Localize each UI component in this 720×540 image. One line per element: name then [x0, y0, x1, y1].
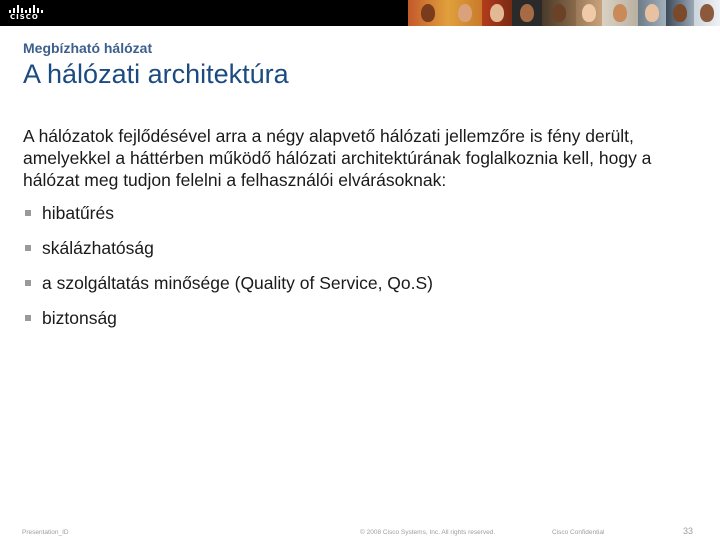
cisco-logo	[9, 4, 43, 22]
top-banner	[0, 0, 720, 26]
photo-tile	[666, 0, 694, 26]
photo-tile	[512, 0, 542, 26]
bullet-item	[23, 237, 703, 259]
bullet-text: biztonság	[42, 308, 117, 328]
slide-body	[23, 125, 703, 342]
slide-header	[23, 40, 700, 90]
bullet-list	[23, 202, 703, 329]
copyright-notice: © 2008 Cisco Systems, Inc. All rights reserved.	[360, 529, 496, 536]
bullet-item	[23, 272, 703, 294]
photo-tile	[638, 0, 666, 26]
square-bullet-icon	[25, 210, 31, 216]
cisco-wordmark: CISCO	[10, 13, 39, 21]
bullet-text: a szolgáltatás minősége (Quality of Service, Qo.S)	[42, 273, 434, 293]
photo-tile	[602, 0, 638, 26]
photo-tile	[694, 0, 720, 26]
slide-title: A hálózati architektúra	[23, 59, 289, 89]
square-bullet-icon	[25, 245, 31, 251]
photo-tile	[542, 0, 576, 26]
slide-footer	[0, 526, 720, 540]
page-number: 33	[683, 526, 694, 536]
square-bullet-icon	[25, 315, 31, 321]
bullet-text: hibatűrés	[42, 203, 114, 223]
bullet-item	[23, 307, 703, 329]
photo-tile	[576, 0, 602, 26]
confidential-label: Cisco Confidential	[552, 529, 605, 536]
slide-subtitle: Megbízható hálózat	[23, 40, 153, 56]
intro-paragraph: A hálózatok fejlődésével arra a négy alapvető hálózati jellemzőre is fény derült, amelyekkel a háttérben működő hálózati architektúrának foglalkoznia kell, hogy a hálózat meg tudjon felelni a felhasználói elvárásoknak:	[23, 126, 652, 190]
photo-tile	[408, 0, 448, 26]
bullet-text: skálázhatóság	[42, 238, 154, 258]
bullet-item	[23, 202, 703, 224]
square-bullet-icon	[25, 280, 31, 286]
people-photo-strip	[408, 0, 720, 26]
cisco-bridge-icon	[9, 4, 43, 13]
photo-tile	[482, 0, 512, 26]
presentation-id: Presentation_ID	[22, 529, 69, 536]
photo-tile	[448, 0, 482, 26]
